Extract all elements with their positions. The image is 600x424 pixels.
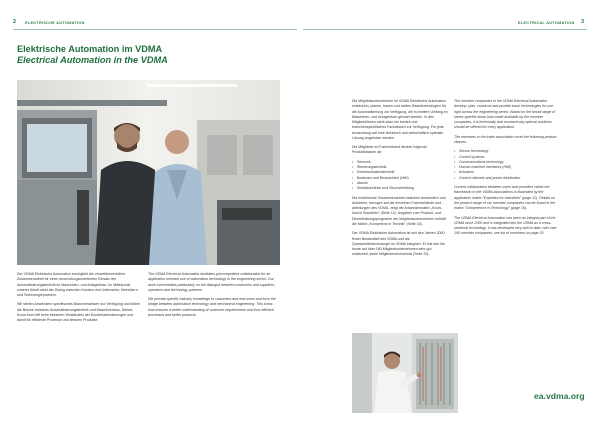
product-classes-list-en	[454, 149, 560, 181]
switchgear-scene-image	[352, 333, 458, 413]
product-classes-lead-de: Die Mitglieder im Fachverband decken folgende Produktklassen ab:	[352, 145, 428, 155]
website-link[interactable]: ea.vdma.org	[534, 391, 585, 401]
intro-paragraph-de-1: Der VDMA Elektrische Automation ermöglicht die vorwettbewerbliche Zusammenarbeit für einen anwendungsorientierten Einsatz der Automatisierungstechnik im Maschinen- und Anlagenbau. Im Mittelpunkt unserer Arbeit steht der Dialog zwischen Kunden und Lieferanten, Betreibern und Technologiepartnern.	[17, 272, 138, 297]
left-section-tag: ELEKTRISCHE AUTOMATION	[25, 20, 85, 25]
list-item: • Bedienen und Beobachten (HMI)	[352, 176, 448, 181]
collaboration-paragraph-de: Die bestehende Zusammenarbeit zwischen Anwendern und Anbietern, bezogen auf die einzelnen Fachverbände und -abteilungen des VDMA, zeigt die Anwendermatrix „Know-how in Branchen“ (Seite 12). Angaben zum Produkt- und Dienstleistungsprogramm der Mitgliedsunternehmen enthält die Matrix „Kompetenz in Technik“ (Seite 16).	[352, 195, 446, 226]
left-header-rule	[13, 29, 297, 30]
product-classes-lead-en: The members in the trade association cover the following product classes:	[454, 134, 557, 144]
list-item: • Aktorik	[352, 181, 448, 186]
intro-column-german	[17, 272, 141, 328]
intro-paragraph-en-1: The VDMA Electrical Automation facilitates precompetitive collaboration for an application-oriented use of automation technology in the engineering sector. Our work concentrates particularly on the dialogue between customers and suppliers, operators and technology partners.	[148, 272, 275, 292]
members-column-german	[352, 99, 448, 262]
list-item: • Human-machine interfaces (HMI)	[454, 165, 560, 170]
list-item: • Sensorik	[352, 160, 448, 165]
members-intro-en: The member companies in the VDMA Electrical Automation develop, plan, construct and provide basic technologies for use right across the engineering sector. Based on the broad range of sector-specific know-how made available by the member companies, it is technically and economically optimal solutions should be offered for every application.	[454, 99, 556, 130]
list-item: • Control cabinets and power distribution	[454, 176, 560, 181]
list-item: • Sensor technology	[454, 149, 560, 154]
right-page-number: 3	[581, 19, 585, 25]
members-intro-de: Die Mitgliedsunternehmen im VDMA Elektrische Automation entwickeln, planen, bauen und stellen Basistechnologien für die Automatisierung zur Verfügung, die in breitem Umfang im Maschinen- und Anlagenbau genutzt werden. In den Mitgliedsfirmen steht dazu ein breites und branchenspezifisches Fachwissen zur Verfügung. Für jede Anwendung soll eine technisch und wirtschaftlich optimale Lösung angeboten werden.	[352, 99, 448, 140]
right-header-rule	[303, 29, 587, 30]
product-classes-list-de	[352, 160, 448, 192]
page-title-english: Electrical Automation in the VDMA	[17, 55, 168, 65]
list-item: • Communications technology	[454, 160, 560, 165]
closing-paragraph-en: The VDMA Electrical Automation has been an integral part of the VDMA since 2000 and is integrated into the VDMA as a cross-sectional technology. It has developed very well to date, with over 160 member companies, see list of members on page 20.	[454, 215, 557, 236]
right-section-tag: ELECTRICAL AUTOMATION	[518, 20, 575, 25]
intro-paragraph-en-2: We provide specific industry knowledge to customers and end users and form the bridge between automation technology and mechanical engineering. This know-how ensures a better understanding of customer requirements and thus efficient processes and better products.	[148, 297, 276, 317]
list-item: • Actuators	[454, 170, 560, 175]
collaboration-paragraph-en: Current collaboration between users and providers within the framework on the VDMA associations is illustrated by the application matrix “Expertise for industries” (page 12). Details on the product range of our member companies can be found in the matrix “Competence in Technology” (page 16).	[454, 185, 556, 211]
page-title-german: Elektrische Automation im VDMA	[17, 44, 163, 54]
list-item: • Steuerungstechnik	[352, 165, 448, 170]
members-column-english	[454, 99, 560, 241]
main-photo-workers	[17, 80, 280, 265]
list-item: • Control systems	[454, 155, 560, 160]
list-item: • Schaltschränke und Stromverteilung	[352, 186, 448, 191]
factory-scene-image	[17, 80, 280, 265]
closing-paragraph-de: Der VDMA Elektrische Automation ist seit den Jahren 2000 fester Bestandteil des VDMA und als Querschnittstechnologie im VDMA integriert. Er hat sich bis heute auf über 160 Mitgliedsunternehmen sehr gut entwickelt, siehe Mitgliederverzeichnis (Seite 20).	[352, 231, 445, 257]
left-page-number: 2	[13, 19, 17, 25]
intro-column-english	[148, 272, 276, 322]
technician-photo	[352, 333, 458, 413]
intro-paragraph-de-2: Wir stellen Anwendern spezifisches Branchenwissen zur Verfügung und bilden die Brücke zwischen Automatisierungstechnik und Maschinenbau. Dieses Know-how hilft beim besseren Verständnis der Kundenanforderungen und damit für effiziente Prozesse und bessere Produkte.	[17, 302, 141, 323]
list-item: • Kommunikationstechnik	[352, 170, 448, 175]
